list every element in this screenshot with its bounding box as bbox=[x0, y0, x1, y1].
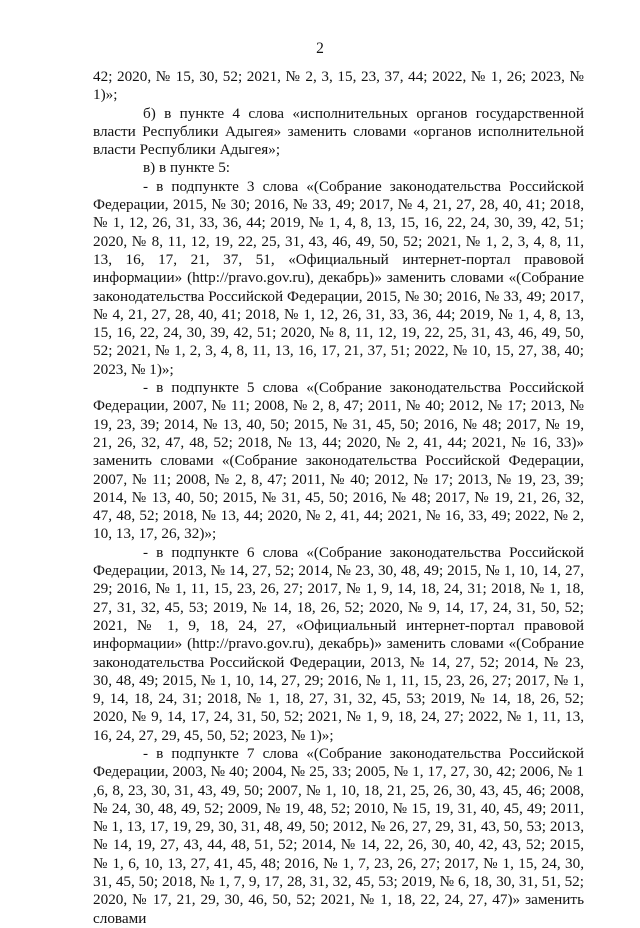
page-number: 2 bbox=[316, 40, 324, 57]
paragraph-subitem-5: - в подпункте 5 слова «(Собрание законодательства Российской Федерации, 2007, № 11; 2008, № 2, 8, 47; 2011, № 40; 2012, № 17; 2013, № 19, 23, 39; 2014, № 13, 40, 50; 2015, № 31, 45, 50; 2016, № 48; 2017, № 19, 21, 26, 32, 47, 48, 52; 2018, № 13, 44; 2020, № 2, 41, 44; 2021, № 16, 33)» заменить словами «(Собрание законодательства Российской Федерации, 2007, № 11; 2008, № 2, 8, 47; 2011, № 40; 2012, № 17; 2013, № 19, 23, 39; 2014, № 13, 40, 50; 2015, № 31, 45, 50; 2016, № 48; 2017, № 19, 21, 26, 32, 47, 48, 52; 2018, № 13, 44; 2020, № 2, 41, 44; 2021, № 16, 33, 49; 2022, № 2, 10, 13, 17, 26, 32)»; bbox=[93, 379, 584, 543]
paragraph-subitem-7: - в подпункте 7 слова «(Собрание законодательства Российской Федерации, 2003, № 40; 2004, № 25, 33; 2005, № 1, 17, 27, 30, 42; 2006, № 1 ,6, 8, 23, 30, 31, 43, 49, 50; 2007, № 1, 10, 18, 21, 25, 26, 30, 43, 45, 46; 2008, № 24, 30, 48, 49, 52; 2009, № 19, 48, 52; 2010, № 15, 19, 31, 40, 45, 49; 2011, № 1, 13, 17, 19, 29, 30, 31, 48, 49, 50; 2012, № 26, 27, 29, 31, 43, 50, 53; 2013, № 14, 19, 27, 43, 44, 48, 51, 52; 2014, № 14, 22, 26, 30, 40, 42, 43, 52; 2015, № 1, 6, 10, 13, 27, 41, 45, 48; 2016, № 1, 7, 23, 26, 27; 2017, № 1, 15, 24, 30, 31, 45, 50; 2018, № 1, 7, 9, 17, 28, 31, 32, 45, 53; 2019, № 6, 18, 30, 31, 51, 52; 2020, № 17, 21, 29, 30, 46, 50, 52; 2021, № 1, 18, 22, 24, 27, 47)» заменить словами bbox=[93, 744, 584, 927]
paragraph-item-v: в) в пункте 5: bbox=[143, 159, 231, 177]
document-body bbox=[93, 68, 584, 928]
paragraph-subitem-6: - в подпункте 6 слова «(Собрание законодательства Российской Федерации, 2013, № 14, 27, 52; 2014, № 23, 30, 48, 49; 2015, № 1, 10, 14, 27, 29; 2016, № 1, 11, 15, 23, 26, 27; 2017, № 1, 9, 14, 18, 24, 31; 2018, № 1, 18, 27, 31, 32, 45, 53; 2019, № 14, 18, 26, 52; 2020, № 9, 14, 17, 24, 31, 50, 52; 2021, № 1, 9, 18, 24, 27, «Официальный интернет-портал правовой информации» (http://pravo.gov.ru), декабрь)» заменить словами «(Собрание законодательства Российской Федерации, 2013, № 14, 27, 52; 2014, № 23, 30, 48, 49; 2015, № 1, 10, 14, 27, 29; 2016, № 1, 11, 15, 23, 26, 27; 2017, № 1, 9, 14, 18, 24, 31; 2018, № 1, 18, 27, 31, 32, 45, 53; 2019, № 14, 18, 26, 52; 2020, № 9, 14, 17, 24, 31, 50, 52; 2021, № 1, 9, 18, 24, 27; 2022, № 1, 11, 13, 16, 24, 27, 29, 45, 50, 52; 2023, № 1)»; bbox=[93, 543, 584, 744]
paragraph-subitem-3: - в подпункте 3 слова «(Собрание законодательства Российской Федерации, 2015, № 30; 2016, № 33, 49; 2017, № 4, 21, 27, 28, 40, 41; 2018, № 1, 12, 26, 31, 33, 36, 44; 2019, № 1, 4, 8, 13, 15, 16, 22, 24, 30, 39, 42, 51; 2020, № 8, 11, 12, 19, 22, 25, 31, 43, 46, 49, 50, 52; 2021, № 1, 2, 3, 4, 8, 11, 13, 16, 17, 21, 37, 51, «Официальный интернет-портал правовой информации» (http://pravo.gov.ru), декабрь)» заменить словами «(Собрание законодательства Российской Федерации, 2015, № 30; 2016, № 33, 49; 2017, № 4, 21, 27, 28, 40, 41; 2018, № 1, 12, 26, 31, 33, 36, 44; 2019, № 1, 4, 8, 13, 15, 16, 22, 24, 30, 39, 42, 51; 2020, № 8, 11, 12, 19, 22, 25, 31, 43, 46, 49, 50, 52; 2021, № 1, 2, 3, 4, 8, 11, 13, 16, 17, 21, 37, 51; 2022, № 10, 15, 27, 38, 40; 2023, № 1)»; bbox=[93, 177, 584, 378]
paragraph-continuation: 42; 2020, № 15, 30, 52; 2021, № 2, 3, 15, 23, 37, 44; 2022, № 1, 26; 2023, № 1)»; bbox=[93, 68, 584, 104]
paragraph-item-b: б) в пункте 4 слова «исполнительных органов государственной власти Республики Адыгея» заменить словами «органов исполнительной власти Республики Адыгея»; bbox=[93, 104, 584, 159]
